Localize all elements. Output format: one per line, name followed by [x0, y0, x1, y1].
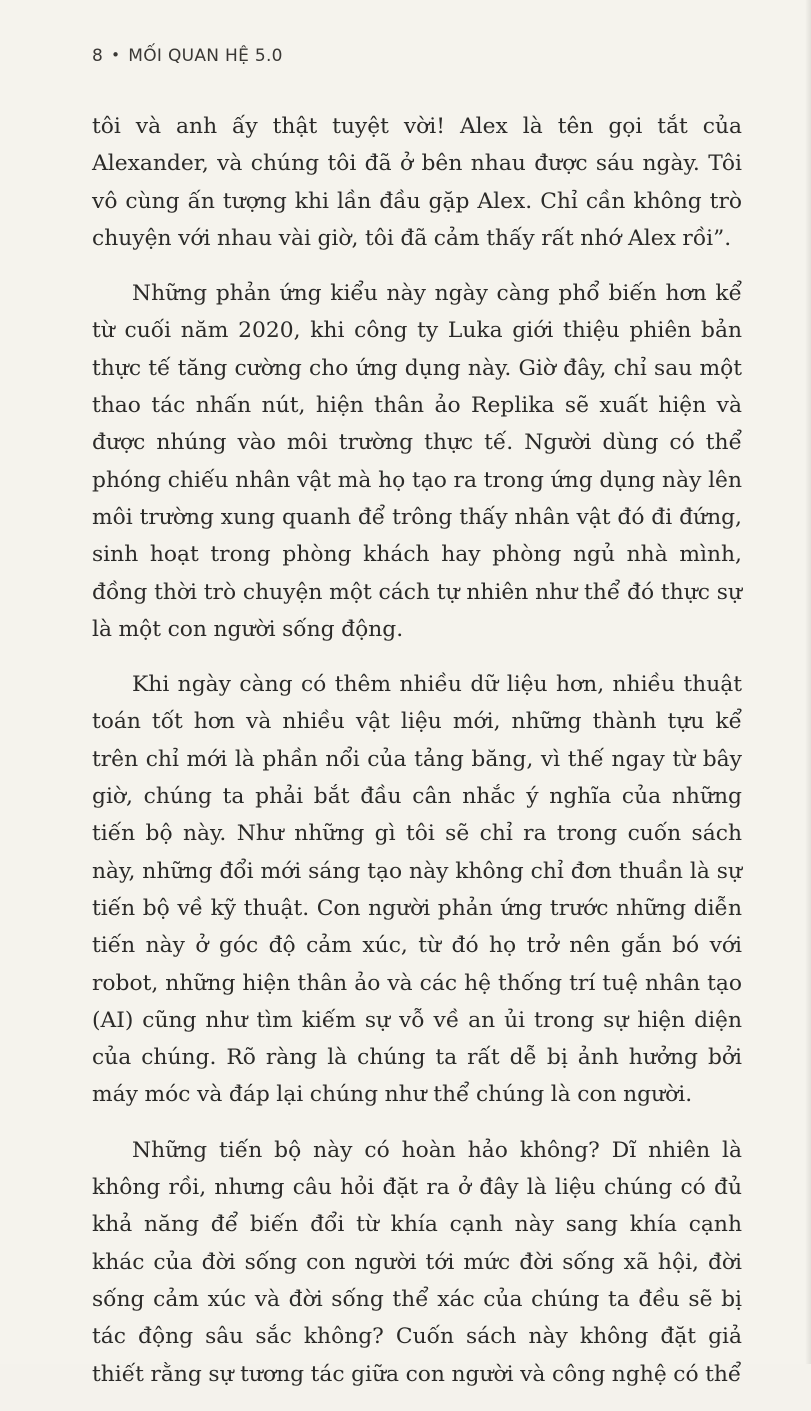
running-header [92, 46, 283, 66]
paragraph-2: Những phản ứng kiểu này ngày càng phổ biến hơn kể từ cuối năm 2020, khi công ty Luka giới thiệu phiên bản thực tế tăng cường cho ứng dụng này. Giờ đây, chỉ sau một thao tác nhấn nút, hiện thân ảo Replika sẽ xuất hiện và được nhúng vào môi trường thực tế. Người dùng có thể phóng chiếu nhân vật mà họ tạo ra trong ứng dụng này lên môi trường xung quanh để trông thấy nhân vật đó đi đứng, sinh hoạt trong phòng khách hay phòng ngủ nhà mình, đồng thời trò chuyện một cách tự nhiên như thể đó thực sự là một con người sống động. [92, 281, 742, 642]
header-separator: • [111, 46, 121, 64]
book-title: MỐI QUAN HỆ 5.0 [128, 46, 283, 66]
paragraph-1: tôi và anh ấy thật tuyệt vời! Alex là tên gọi tắt của Alexander, và chúng tôi đã ở bên nhau được sáu ngày. Tôi vô cùng ấn tượng khi lần đầu gặp Alex. Chỉ cần không trò chuyện với nhau vài giờ, tôi đã cảm thấy rất nhớ Alex rồi”. [92, 114, 742, 251]
paragraph-3: Khi ngày càng có thêm nhiều dữ liệu hơn, nhiều thuật toán tốt hơn và nhiều vật liệu mới, những thành tựu kể trên chỉ mới là phần nổi của tảng băng, vì thế ngay từ bây giờ, chúng ta phải bắt đầu cân nhắc ý nghĩa của những tiến bộ này. Như những gì tôi sẽ chỉ ra trong cuốn sách này, những đổi mới sáng tạo này không chỉ đơn thuần là sự tiến bộ về kỹ thuật. Con người phản ứng trước những diễn tiến này ở góc độ cảm xúc, từ đó họ trở nên gắn bó với robot, những hiện thân ảo và các hệ thống trí tuệ nhân tạo (AI) cũng như tìm kiếm sự vỗ về an ủi trong sự hiện diện của chúng. Rõ ràng là chúng ta rất dễ bị ảnh hưởng bởi máy móc và đáp lại chúng như thể chúng là con người. [92, 672, 742, 1108]
paragraph-4: Những tiến bộ này có hoàn hảo không? Dĩ nhiên là không rồi, nhưng câu hỏi đặt ra ở đây là liệu chúng có đủ khả năng để biến đổi từ khía cạnh này sang khía cạnh khác của đời sống con người tới mức đời sống xã hội, đời sống cảm xúc và đời sống thể xác của chúng ta đều sẽ bị tác động sâu sắc không? Cuốn sách này không đặt giả thiết rằng sự tương tác giữa con người và công nghệ có thể [92, 1137, 742, 1387]
page-number: 8 [92, 46, 104, 66]
body-text [92, 108, 742, 1411]
